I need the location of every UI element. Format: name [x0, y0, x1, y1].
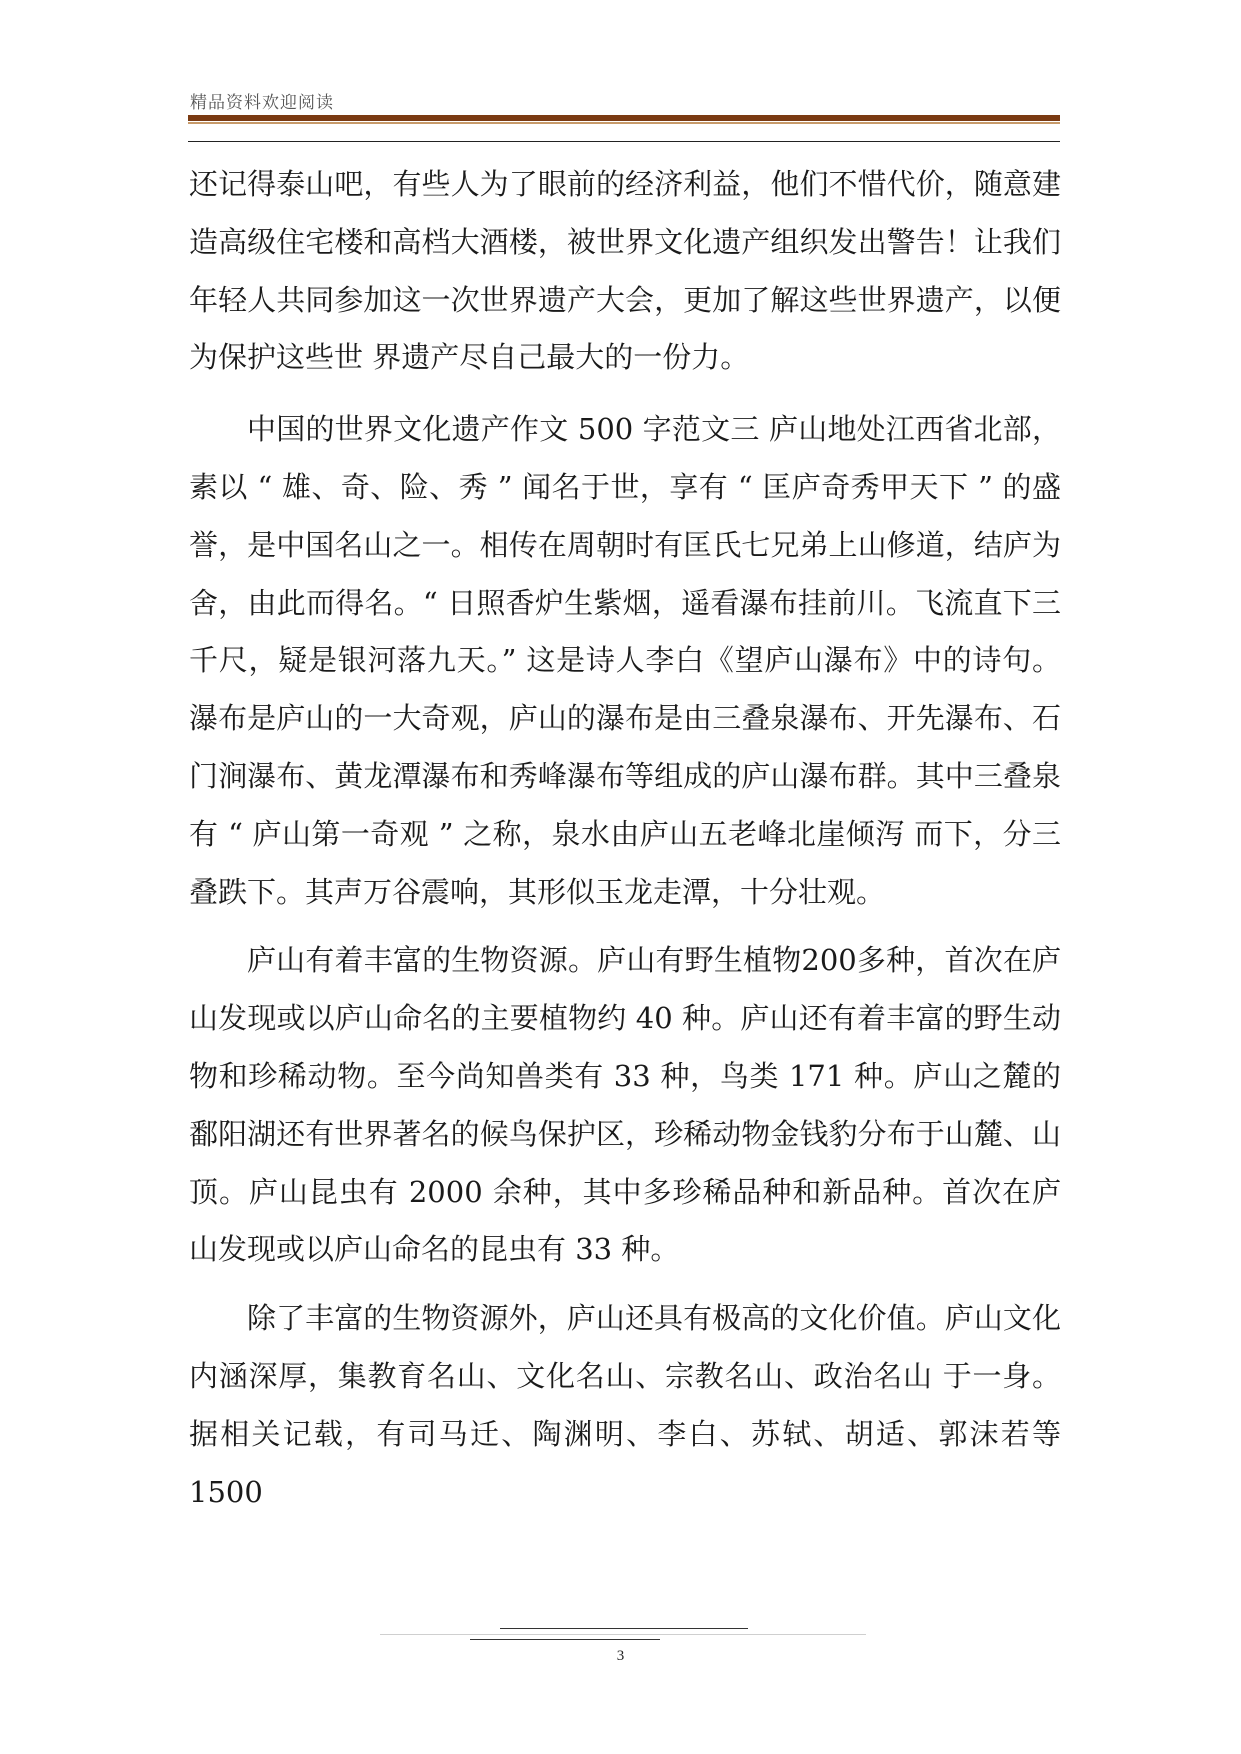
- header-rule-thin: [188, 141, 1060, 142]
- paragraph: 除了丰富的生物资源外，庐山还具有极高的文化价值。庐山文化内涵深厚，集教育名山、文化名山、宗教名山、政治名山 于一身。据相关记载，有司马迁、陶渊明、李白、苏轼、胡适、郭沫若等 1500: [189, 1301, 1061, 1509]
- footer-rule: [500, 1628, 748, 1629]
- paragraph: 中国的世界文化遗产作文 500 字范文三 庐山地处江西省北部，素以 “ 雄、奇、险、秀 ” 闻名于世，享有 “ 匡庐奇秀甲天下 ” 的盛誉，是中国名山之一。相传在周朝时有匡氏七兄弟上山修道，结庐为舍，由此而得名。“ 日照香炉生紫烟，遥看瀑布挂前川。飞流直下三千尺，疑是银河落九天。” 这是诗人李白《望庐山瀑布》中的诗句。瀑布是庐山的一大奇观，庐山的瀑布是由三叠泉瀑布、开先瀑布、石门涧瀑布、黄龙潭瀑布和秀峰瀑布等组成的庐山瀑布群。其中三叠泉有 “ 庐山第一奇观 ” 之称，泉水由庐山五老峰北崖倾泻 而下，分三叠跌下。其声万谷震响，其形似玉龙走潭，十分壮观。: [189, 412, 1061, 909]
- header-rule-accent: [188, 122, 1060, 124]
- page-number: 3: [616, 1648, 625, 1664]
- footer-rule: [470, 1639, 660, 1640]
- header-label: 精品资料欢迎阅读: [190, 93, 334, 113]
- paragraph: 庐山有着丰富的生物资源。庐山有野生植物200多种，首次在庐山发现或以庐山命名的主要植物约 40 种。庐山还有着丰富的野生动物和珍稀动物。至今尚知兽类有 33 种，鸟类 171 种。庐山之麓的鄱阳湖还有世界著名的候鸟保护区，珍稀动物金钱豹分布于山麓、山顶。庐山昆虫有 2000 余种，其中多珍稀品种和新品种。首次在庐山发现或以庐山命名的昆虫有 33 种。: [189, 943, 1061, 1267]
- footer-rule: [380, 1634, 866, 1635]
- header-rule-thick: [188, 115, 1060, 121]
- paragraph: 还记得泰山吧，有些人为了眼前的经济利益，他们不惜代价，随意建造高级住宅楼和高档大酒楼，被世界文化遗产组织发出警告！让我们年轻人共同参加这一次世界遗产大会，更加了解这些世界遗产，以便为保护这些世 界遗产尽自己最大的一份力。: [189, 167, 1061, 375]
- document-body: [189, 156, 1061, 1521]
